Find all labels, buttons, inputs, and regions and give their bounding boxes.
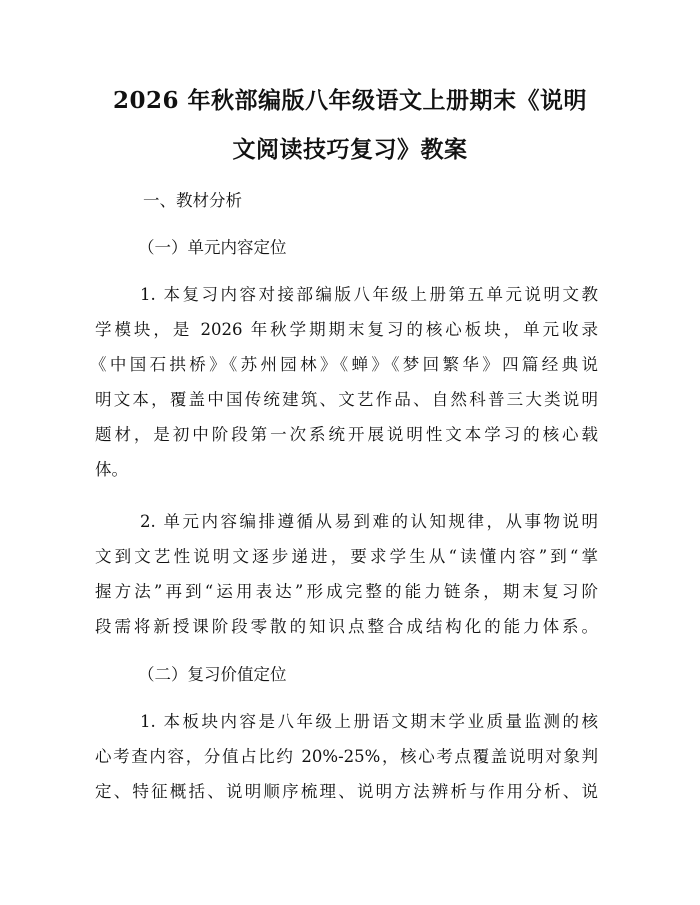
paragraph-line: 握方法”再到“运用表达”形成完整的能力链条，期末复习阶 (95, 582, 598, 601)
paragraph-line: 题材，是初中阶段第一次系统开展说明性文本学习的核心载 (95, 425, 598, 444)
paragraph-line: 1. 本复习内容对接部编版八年级上册第五单元说明文教 (140, 285, 598, 304)
paragraph-line: 体。 (95, 460, 128, 479)
section-heading-review-value: （二）复习价值定位 (138, 665, 287, 684)
document-title-line-2: 文阅读技巧复习》教案 (232, 136, 468, 163)
paragraph-line: 学模块，是 2026 年秋学期期末复习的核心板块，单元收录 (95, 320, 598, 339)
paragraph-line: 心考查内容，分值占比约 20%-25%，核心考点覆盖说明对象判 (95, 747, 598, 766)
paragraph-line: 2. 单元内容编排遵循从易到难的认知规律，从事物说明 (140, 512, 598, 531)
paragraph-line: 明文本，覆盖中国传统建筑、文艺作品、自然科普三大类说明 (95, 390, 598, 409)
paragraph-line: 段需将新授课阶段零散的知识点整合成结构化的能力体系。 (95, 617, 598, 636)
section-heading-unit-content: （一）单元内容定位 (138, 238, 287, 257)
paragraph-line: 文到文艺性说明文逐步递进，要求学生从“读懂内容”到“掌 (95, 547, 598, 566)
heading-teaching-material-analysis: 一、教材分析 (143, 191, 242, 210)
document-title-line-1: 2026 年秋部编版八年级语文上册期末《说明 (112, 87, 588, 114)
paragraph-line: 定、特征概括、说明顺序梳理、说明方法辨析与作用分析、说 (95, 782, 598, 801)
paragraph-line: 1. 本板块内容是八年级上册语文期末学业质量监测的核 (140, 712, 598, 731)
paragraph-line: 《中国石拱桥》《苏州园林》《蝉》《梦回繁华》四篇经典说 (90, 355, 598, 374)
